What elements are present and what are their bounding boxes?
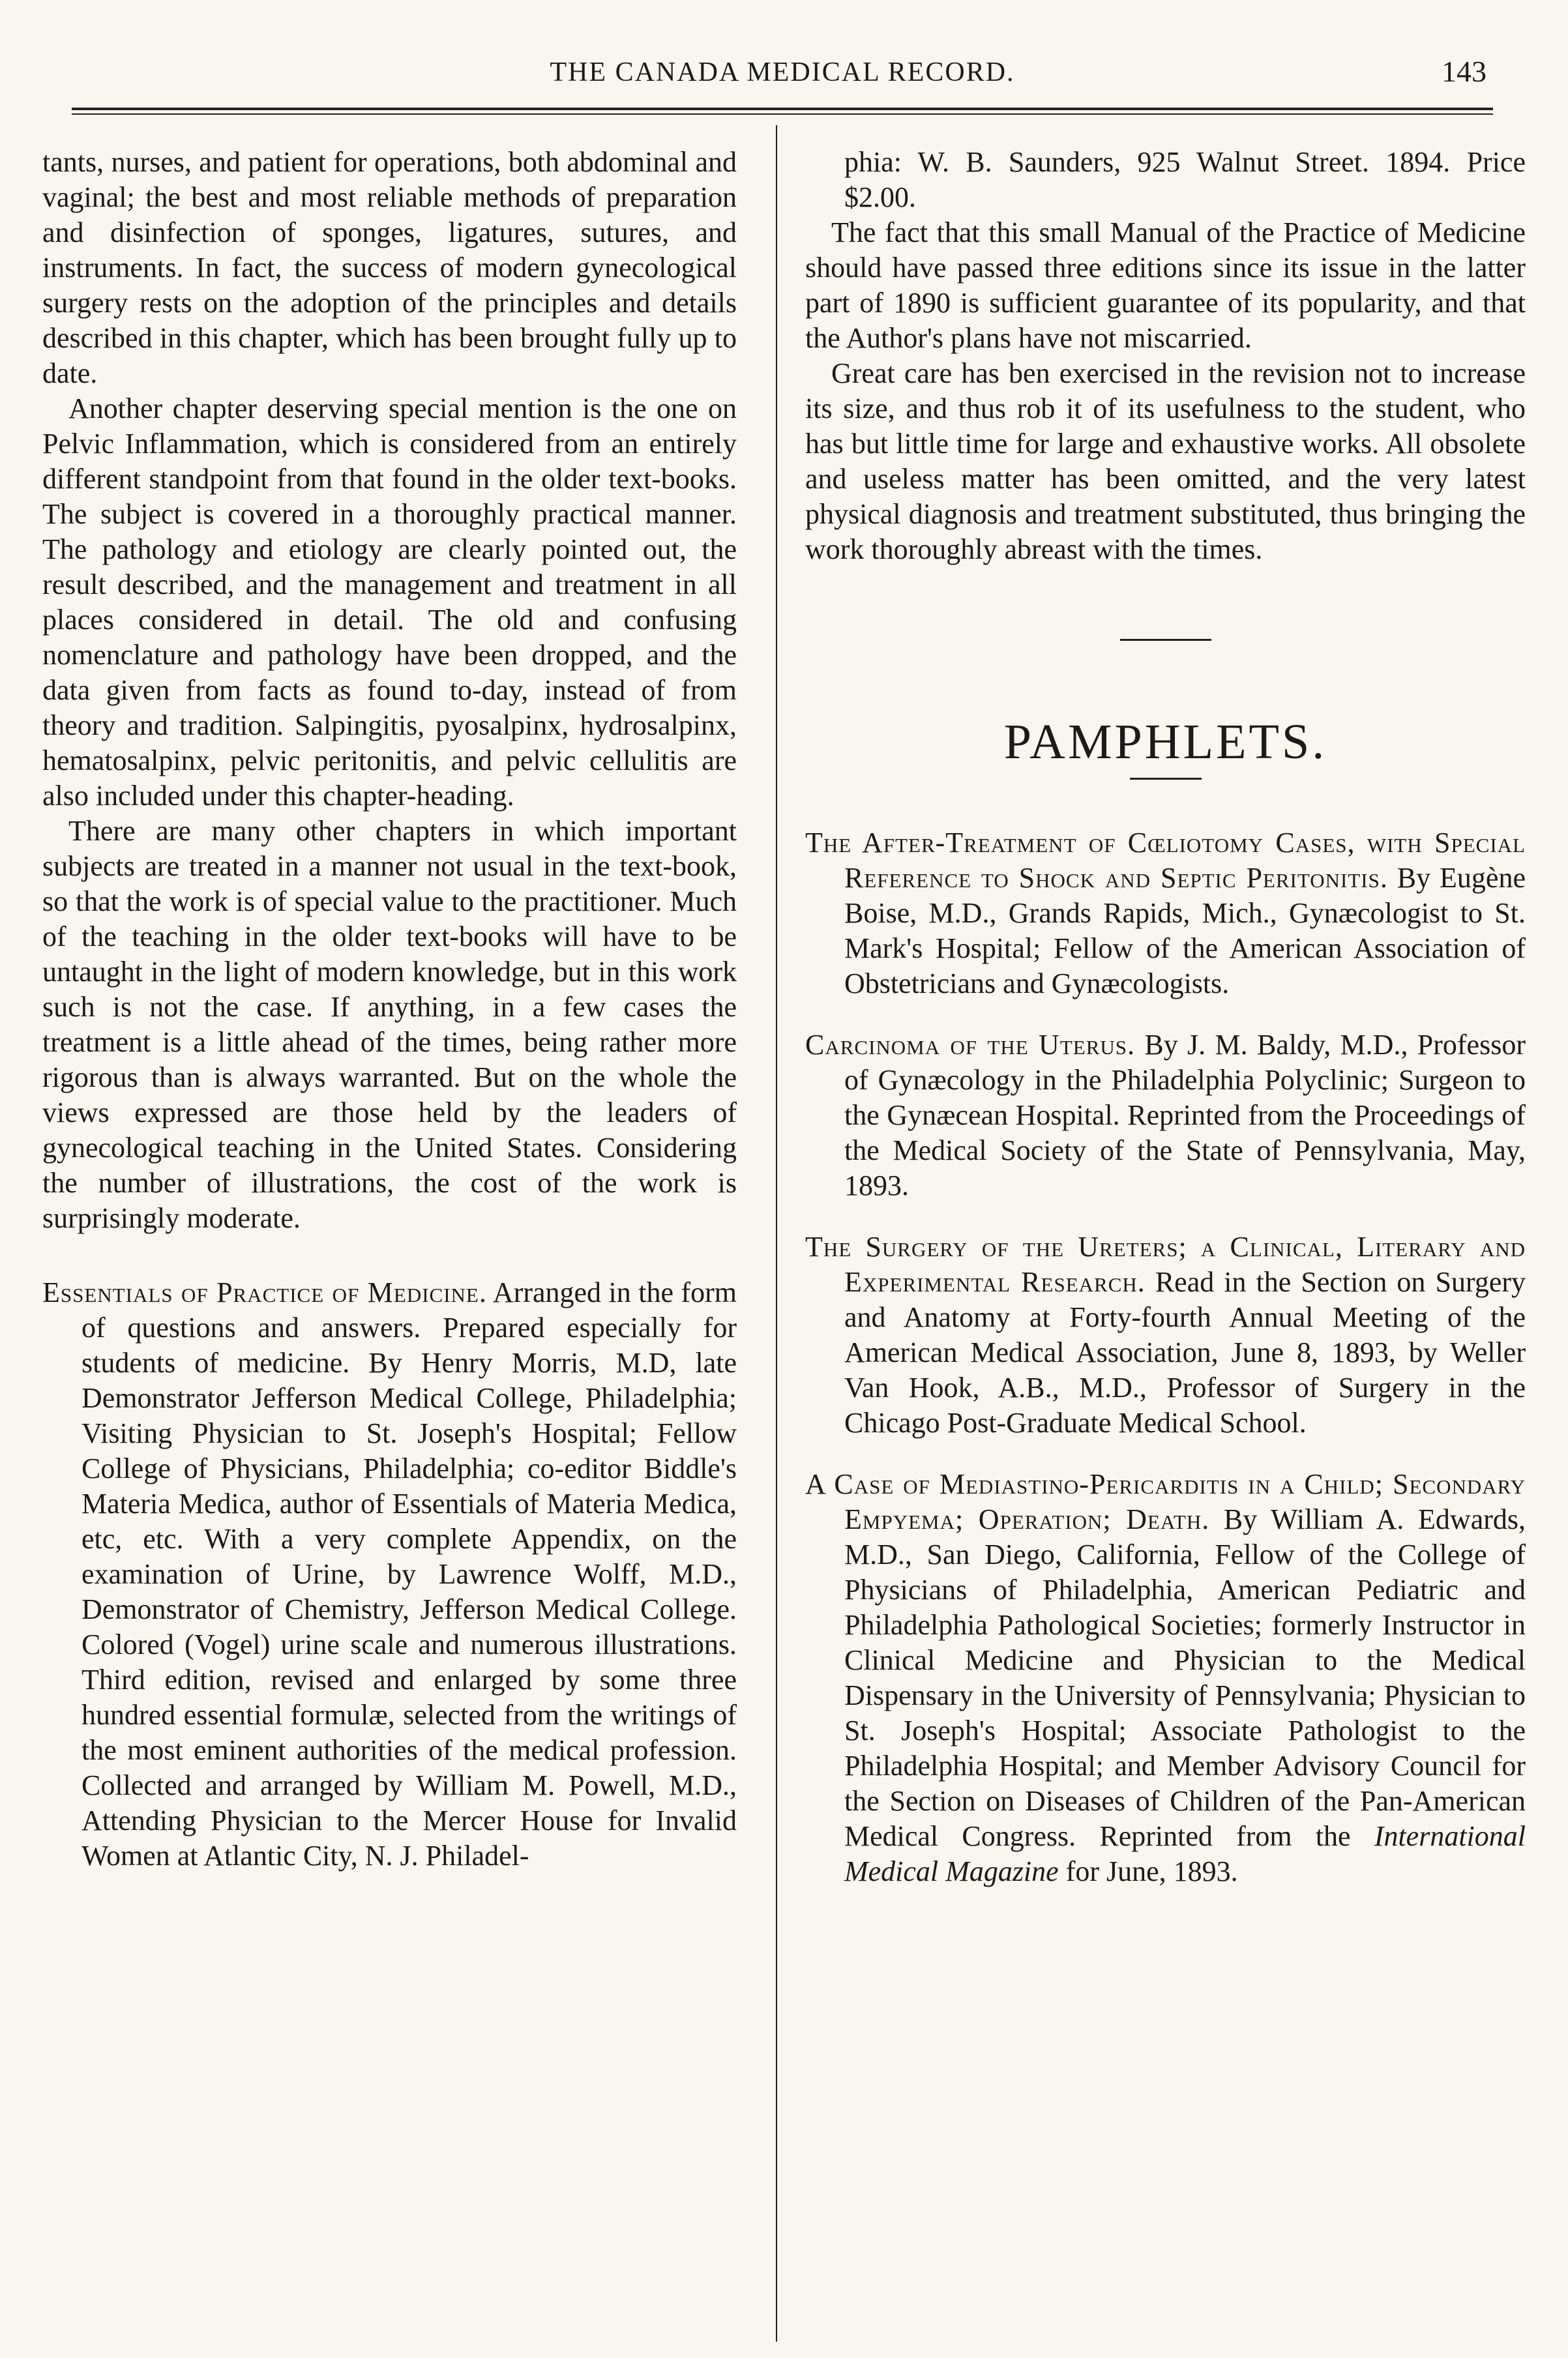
column-divider [776,125,777,2342]
pamphlet-entry [805,1467,1526,1889]
journal-name: International Medical Magazine [844,1820,1526,1887]
entry-body: Read in the Section on Surgery and Anatomy at Forty-fourth Annual Meeting of the American Medical Association, June 8, 1893, by Weller Van Hook, A.B., M.D., Professor of Surgery in the Chicago Post-Graduate Medical School. [844,1266,1526,1439]
section-rule [1120,639,1211,641]
page-number: 143 [1442,55,1487,88]
entry-body: Arranged in the form of questions and answers. Prepared especially for students of medicine. By Henry Morris, M.D, late Demonstrator Jefferson Medical College, Philadelphia; Visiting Physician to St. Joseph's Hospital; Fellow College of Physicians, Philadelphia; co-editor Biddle's Materia Medica, author of Essentials of Materia Medica, etc, etc. With a very complete Appendix, on the examination of Urine, by Lawrence Wolff, M.D., Demonstrator of Chemistry, Jefferson Medical College. Colored (Vogel) urine scale and numerous illustrations. Third edition, revised and enlarged by some three hundred essential formulæ, selected from the writings of the most eminent authorities of the medical profession. Collected and arranged by William M. Powell, M.D., Attending Physician to the Mercer House for Invalid Women at Atlantic City, N. J. Philadel- [81,1276,737,1872]
entry-title: A Case of Mediastino-Pericarditis in a Child; Secondary Empyema; Operation; Death. [805,1468,1526,1535]
running-head [72,36,1493,95]
paragraph: Another chapter deserving special mention is the one on Pelvic Inflammation, which is considered from an entirely different standpoint from that found in the older text-books. The subject is covered in a thoroughly practical manner. The pathology and etiology are clearly pointed out, the result described, and the management and treatment in all places considered in detail. The old and confusing nomenclature and pathology have been dropped, and the data given from facts as found to-day, instead of from theory and tradition. Salpingitis, pyosalpinx, hydrosalpinx, hematosalpinx, pelvic peritonitis, and pelvic cellulitis are also included under this chapter-heading. [42,392,737,812]
entry-title: The After-Treatment of Cœliotomy Cases, with Special Reference to Shock and Septic Peritonitis. [805,827,1526,894]
paragraph: Great care has ben exercised in the revision not to increase its size, and thus rob it of its usefulness to the student, who has but little time for large and exhaustive works. All obsolete and useless matter has been omitted, and the very latest physical diagnosis and treatment substituted, thus bringing the work thoroughly abreast with the times. [805,357,1526,565]
entry-body: By William A. Edwards, M.D., San Diego, California, Fellow of the College of Physicians of Philadelphia, American Pediatric and Philadelphia Pathological Societies; formerly Instructor in Clinical Medicine and Physician to the Medical Dispensary in the University of Pennsylvania; Physician to St. Joseph's Hospital; Associate Pathologist to the Philadelphia Hospital; and Member Advisory Council for the Section on Diseases of Children of the Pan-American Medical Congress. Reprinted from the [844,1503,1526,1852]
pamphlet-entry [805,1027,1526,1203]
journal-title: THE CANADA MEDICAL RECORD. [550,57,1015,87]
left-column [42,145,737,1874]
paragraph: phia: W. B. Saunders, 925 Walnut Street. 1894. Price $2.00. [844,146,1526,213]
entry-tail: for June, 1893. [1065,1855,1238,1887]
review-entry-essentials [42,1275,737,1874]
section-title: PAMPHLETS. [1003,715,1327,769]
pamphlet-entry [805,1230,1526,1441]
paragraph: tants, nurses, and patient for operations, both abdominal and vaginal; the best and most reliable methods of preparation and disinfection of sponges, ligatures, sutures, and instruments. In fact, the success of modern gynecological surgery rests on the adoption of the principles and details described in this chapter, which has been brought fully up to date. [42,146,737,389]
entry-title: The Surgery of the Ureters; a Clinical, Literary and Experimental Research. [805,1231,1526,1298]
paragraph: The fact that this small Manual of the Practice of Medicine should have passed three editions since its issue in the latter part of 1890 is sufficient guarantee of its popularity, and that the Author's plans have not miscarried. [805,216,1526,354]
header-rule [72,108,1493,115]
entry-title: Carcinoma of the Uterus. [805,1029,1135,1061]
entry-title: Essentials of Practice of Medicine. [42,1276,487,1308]
paragraph: There are many other chapters in which important subjects are treated in a manner not usual in the text-book, so that the work is of special value to the practitioner. Much of the teaching in the older text-books will have to be untaught in the light of modern knowledge, but in this work such is not the case. If anything, in a few cases the treatment is a little ahead of the times, being rather more rigorous than is always warranted. But on the whole the views expressed are those held by the leaders of gynecological teaching in the United States. Considering the number of illustrations, the cost of the work is surprisingly moderate. [42,815,737,1234]
entry-body: By J. M. Baldy, M.D., Professor of Gynæcology in the Philadelphia Polyclinic; Surgeon to the Gynæcean Hospital. Reprinted from the Proceedings of the Medical Society of the State of Pennsylvania, May, 1893. [844,1029,1526,1201]
section-rule [1130,778,1202,780]
pamphlet-entry [805,825,1526,1001]
entry-body: By Eugène Boise, M.D., Grands Rapids, Mich., Gynæcologist to St. Mark's Hospital; Fellow of the American Association of Obstetricians and Gynæcologists. [844,862,1526,999]
right-column [805,145,1526,1889]
